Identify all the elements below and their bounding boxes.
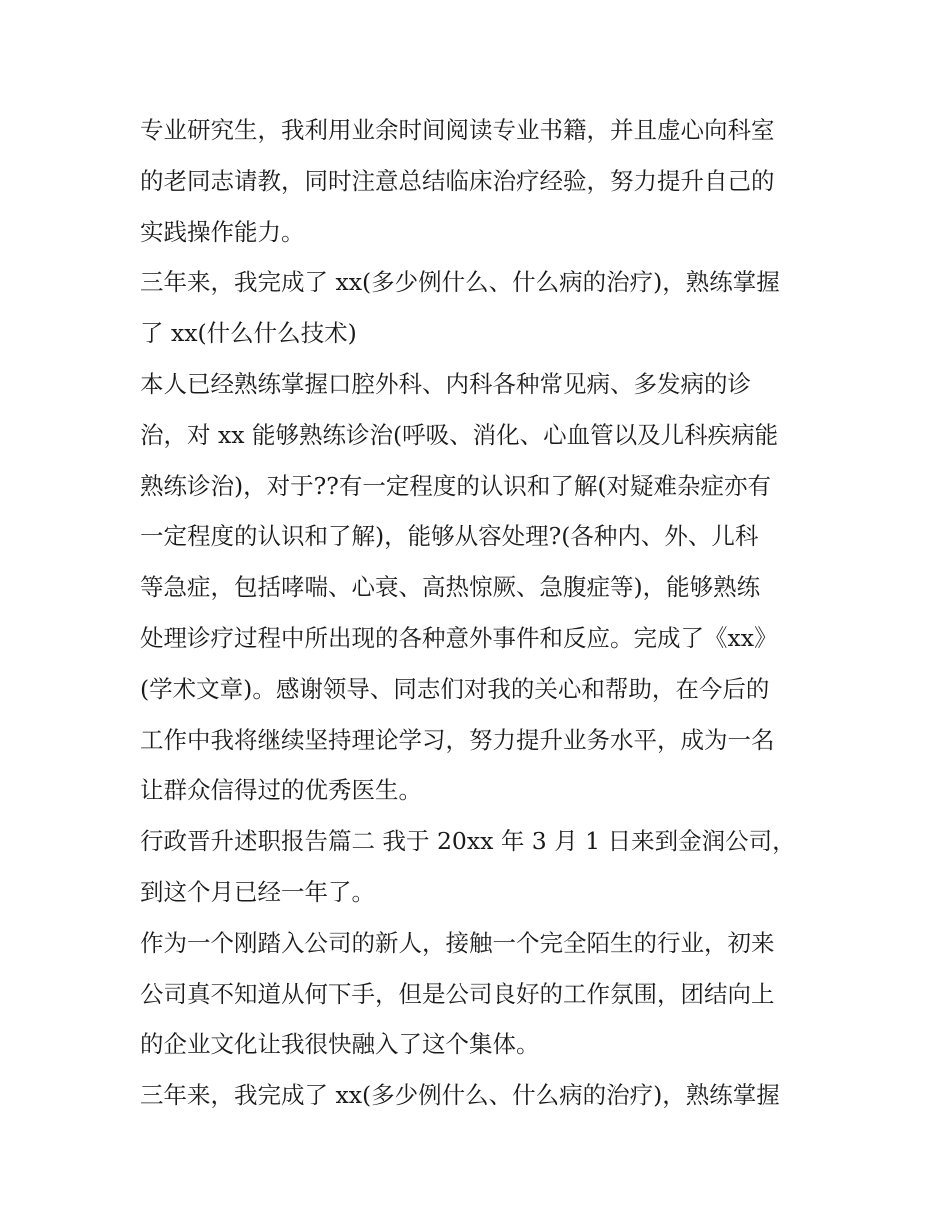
text-line: 一定程度的认识和了解)，能够从容处理?(各种内、外、儿科 (140, 522, 759, 551)
text-line: 三年来，我完成了 xx(多少例什么、什么病的治疗)，熟练掌握 (140, 1081, 780, 1110)
text-line: 本人已经熟练掌握口腔外科、内科各种常见病、多发病的诊 (140, 369, 751, 398)
text-line: 等急症，包括哮喘、心衰、高热惊厥、急腹症等)，能够熟练 (140, 573, 761, 602)
text-line: 让群众信得过的优秀医生。 (140, 776, 422, 805)
text-line: 到这个月已经一年了。 (140, 877, 375, 906)
text-line: 专业研究生，我利用业余时间阅读专业书籍，并且虚心向科室 (140, 116, 775, 144)
text-line: 行政晋升述职报告篇二 我于 20xx 年 3 月 1 日来到金润公司， (140, 827, 796, 856)
text-line: 工作中我将继续坚持理论学习，努力提升业务水平，成为一名 (140, 725, 775, 754)
text-line: 作为一个刚踏入公司的新人，接触一个完全陌生的行业，初来 (140, 928, 775, 957)
text-line: 熟练诊治)，对于??有一定程度的认识和了解(对疑难杂症亦有 (140, 471, 772, 500)
text-line: 处理诊疗过程中所出现的各种意外事件和反应。完成了《xx》 (140, 623, 778, 652)
text-line: 的企业文化让我很快融入了这个集体。 (140, 1030, 540, 1059)
text-line: 治，对 xx 能够熟练诊治(呼吸、消化、心血管以及儿科疾病能 (140, 420, 779, 449)
document-body (140, 105, 820, 1121)
text-line: 公司真不知道从何下手，但是公司良好的工作氛围，团结向上 (140, 979, 775, 1008)
text-line: 了 xx(什么什么技术) (140, 319, 357, 348)
text-line: 的老同志请教，同时注意总结临床治疗经验，努力提升自己的 (140, 166, 775, 195)
text-line: 三年来，我完成了 xx(多少例什么、什么病的治疗)，熟练掌握 (140, 268, 780, 297)
text-line: (学术文章)。感谢领导、同志们对我的关心和帮助，在今后的 (140, 674, 770, 703)
text-line: 实践操作能力。 (140, 217, 305, 246)
